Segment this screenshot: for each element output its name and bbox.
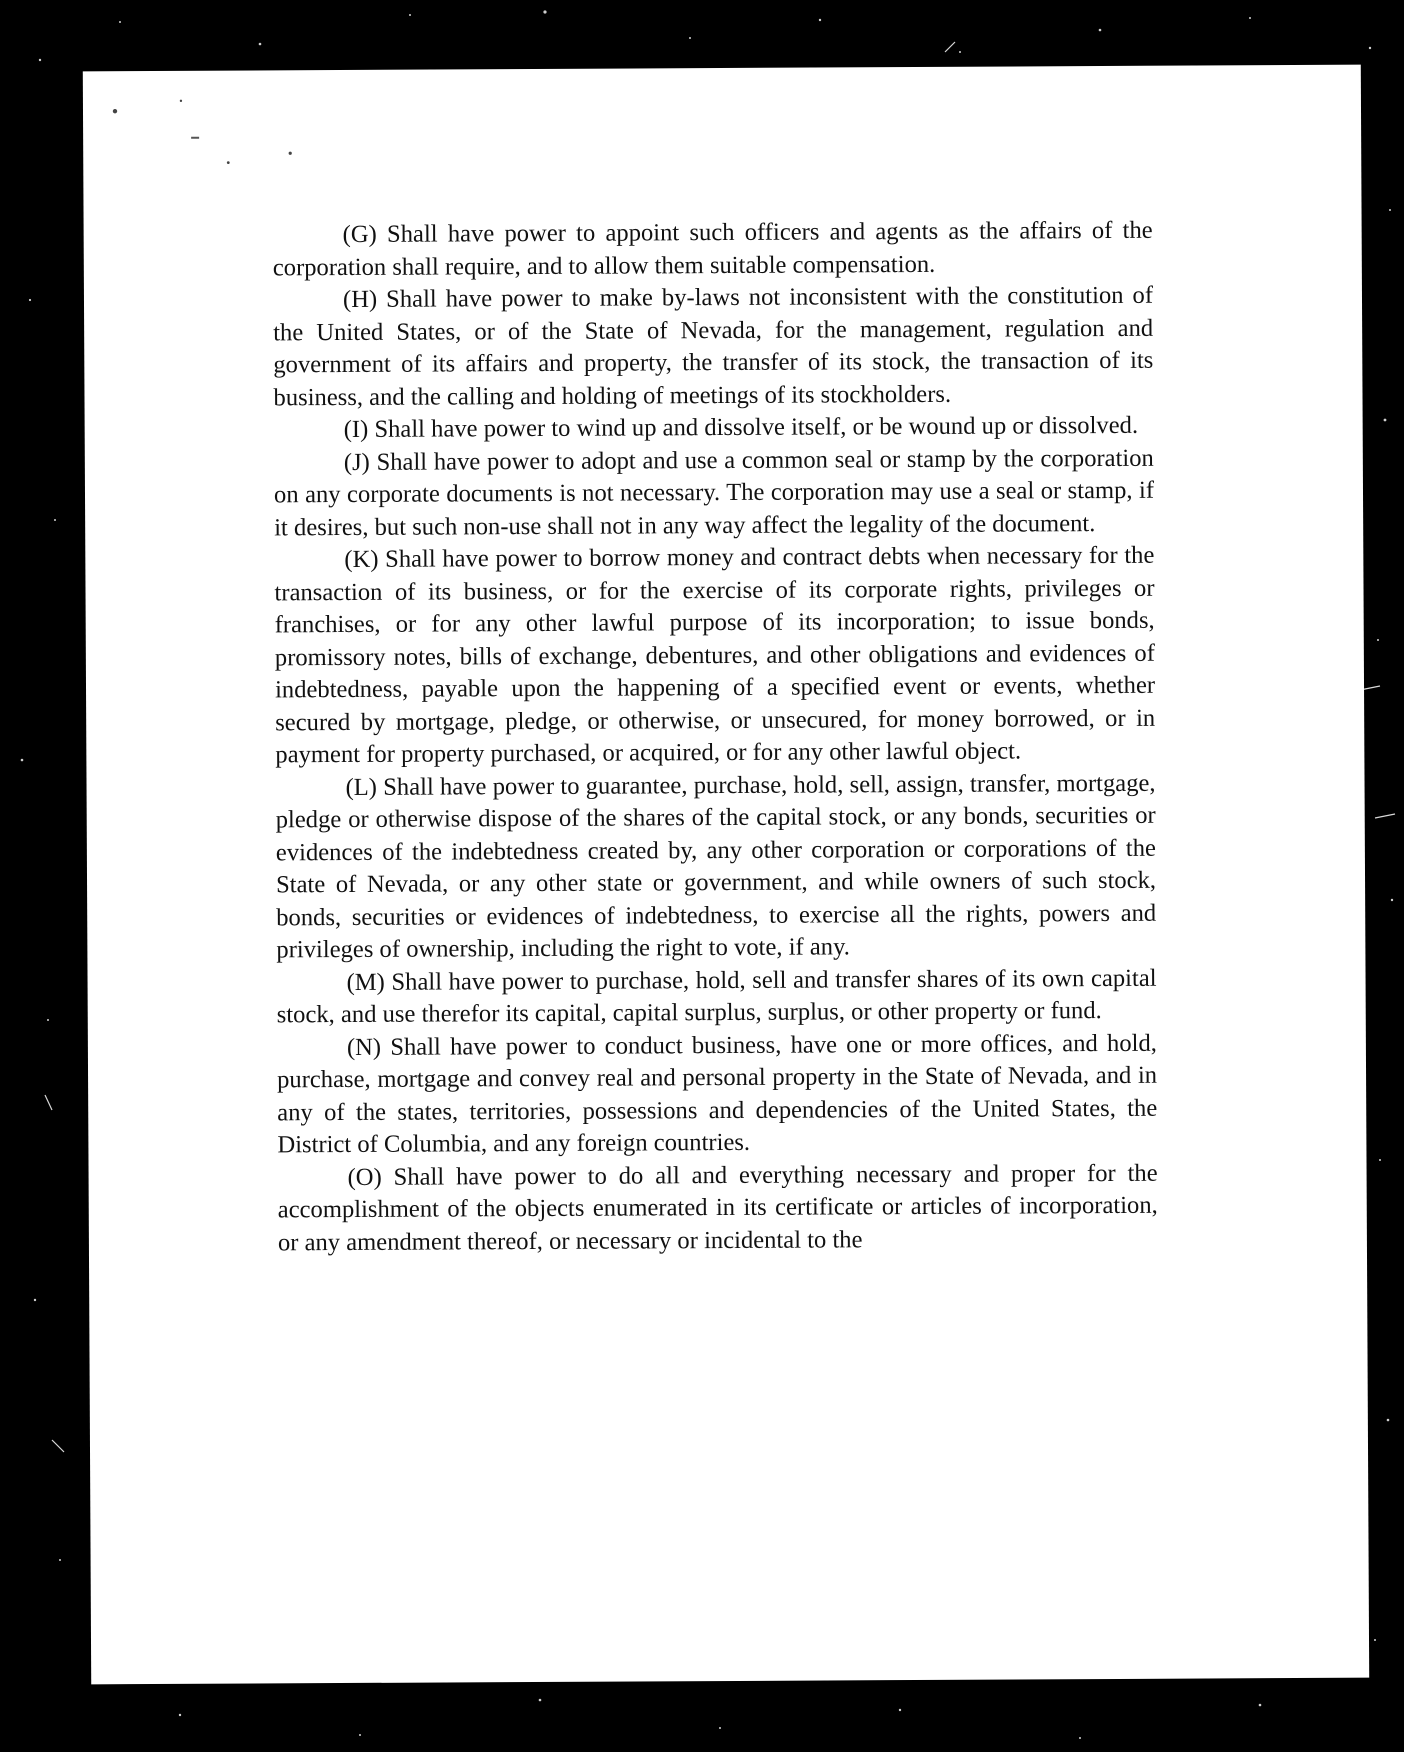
paragraph-label: (J) — [343, 448, 370, 476]
document-page — [83, 65, 1369, 1685]
paragraph-label: (O) — [347, 1163, 382, 1191]
paragraph-l — [275, 767, 1156, 967]
paragraph-label: (L) — [345, 773, 378, 801]
paragraph-label: (M) — [346, 968, 385, 996]
paragraph-label: (G) — [342, 220, 377, 248]
paragraph-text: Shall have power to appoint such officers and agents as the affairs of the corporation shall require, and to allow them suitable compensation. — [272, 216, 1153, 281]
document-body — [273, 215, 1158, 1260]
paragraph-m — [276, 962, 1156, 1032]
paragraph-n — [277, 1027, 1158, 1162]
paragraph-j — [274, 442, 1154, 544]
paragraph-text: Shall have power to wind up and dissolve itself, or be wound up or dissolved. — [374, 411, 1139, 443]
paragraph-text: Shall have power to purchase, hold, sell and transfer shares of its own capital stock, and use therefor its capital, capital surplus, surplus, or other property or fund. — [276, 964, 1157, 1029]
paragraph-text: Shall have power to make by-laws not inconsistent with the constitution of the United States, or of the State of Nevada, for the management, regulation and government of its affairs and property, the transfer of its stock, the transaction of its business, and the calling and holding of meetings of its stockholders. — [273, 281, 1154, 411]
paragraph-text: Shall have power to guarantee, purchase, hold, sell, assign, transfer, mortgage, pledge or otherwise dispose of the shares of the capital stock, or any bonds, securities or evidences of the indebtedness created by, any other corporation or corporations of the State of Nevada, or any other state or government, and while owners of such stock, bonds, securities or evidences of indebtedness, to exercise all the rights, powers and privileges of ownership, including the right to vote, if any. — [275, 769, 1157, 964]
paragraph-i — [274, 410, 1154, 447]
paragraph-label: (N) — [346, 1033, 382, 1061]
paragraph-text: Shall have power to do all and everything necessary and proper for the accomplishment of the objects enumerated in its certificate or articles of incorporation, or any amendment thereof, or necessary or incidental to the — [277, 1159, 1158, 1256]
paragraph-label: (H) — [342, 285, 378, 313]
paragraph-g — [273, 215, 1153, 285]
paragraph-text: Shall have power to adopt and use a common seal or stamp by the corporation on any corporate documents is not necessary. The corporation may use a seal or stamp, if it desires, but such non-use shall not in any way affect the legality of the document. — [273, 444, 1155, 541]
paragraph-label: (K) — [344, 545, 379, 573]
paragraph-text: Shall have power to borrow money and contract debts when necessary for the transaction of its business, or for the exercise of its corporate rights, privileges or franchises, or for any other lawful purpose of its incorporation; to issue bonds, promissory notes, bills of exchange, debentures, and other obligations and evidences of indebtedness, payable upon the happening of a specified event or events, whether secured by mortgage, pledge, or otherwise, or unsecured, for money borrowed, or in payment for property purchased, or acquired, or for any other lawful object. — [274, 541, 1156, 769]
paragraph-h — [273, 280, 1154, 415]
paragraph-label: (I) — [343, 415, 369, 443]
paragraph-k — [274, 540, 1155, 772]
paragraph-o — [277, 1157, 1157, 1259]
paragraph-text: Shall have power to conduct business, have one or more offices, and hold, purchase, mortgage and convey real and personal property in the State of Nevada, and in any of the states, territories, possessions and dependencies of the United States, the District of Columbia, and any foreign countries. — [276, 1029, 1158, 1159]
